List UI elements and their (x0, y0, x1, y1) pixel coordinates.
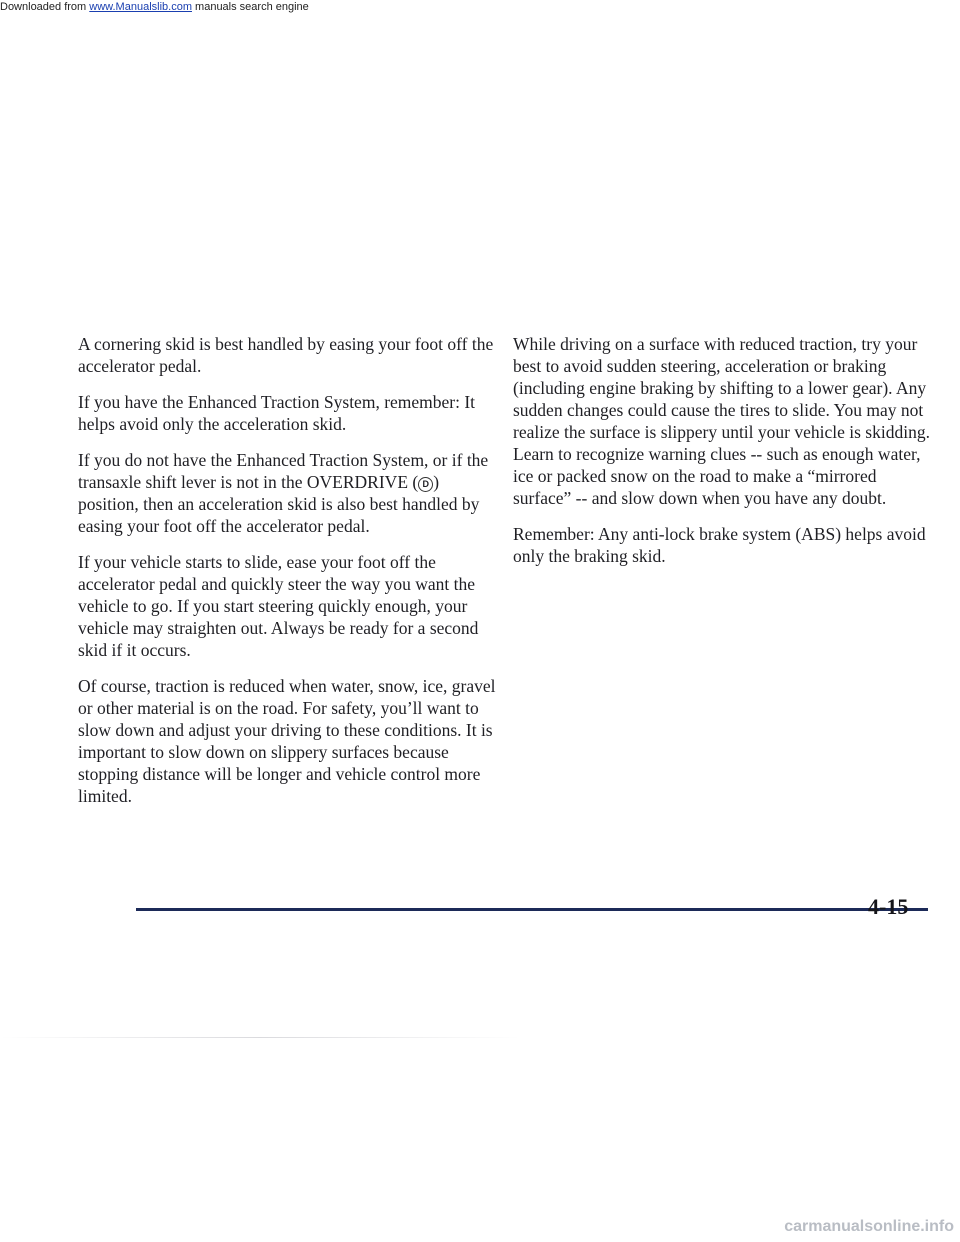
paragraph-vehicle-slide: If your vehicle starts to slide, ease your foot off the accelerator pedal and quickly steer the way you want the vehicle to go. If you start steering quickly enough, your vehicle may straighten out. Always be ready for a second skid if it occurs. (78, 552, 479, 660)
left-column (78, 333, 508, 821)
watermark: carmanualsonline.info (784, 1218, 954, 1235)
download-banner (0, 0, 309, 18)
body-text (78, 333, 938, 806)
scan-shadow-line (0, 1037, 520, 1038)
paragraph-overdrive-before: If you do not have the Enhanced Traction System, or if the transaxle shift lever is not in the OVERDRIVE ( (78, 450, 489, 492)
paragraph-overdrive (78, 449, 503, 537)
manualslib-link[interactable]: www.Manualslib.com (89, 1, 192, 13)
paragraph-abs: Remember: Any anti-lock brake system (ABS) helps avoid only the braking skid. (513, 524, 926, 566)
banner-suffix: manuals search engine (191, 1, 309, 13)
overdrive-circle-d-icon: D (418, 477, 433, 492)
paragraph-reduced-traction: Of course, traction is reduced when water, snow, ice, gravel or other material is on the road. For safety, you’ll want to slow down and adjust your driving to these conditions. It is important to slow down on slippery surfaces because stopping distance will be longer and vehicle control more limited. (78, 676, 496, 806)
paragraph-cornering-skid: A cornering skid is best handled by easing your foot off the accelerator pedal. (78, 334, 494, 376)
right-column (513, 333, 943, 581)
page-number: 4-15 (868, 894, 909, 919)
paragraph-sudden-steering: While driving on a surface with reduced traction, try your best to avoid sudden steering, acceleration or braking (including engine braking by shifting to a lower gear). Any sudden changes could cause the tires to slide. You may not realize the surface is slippery until your vehicle is skidding. Learn to recognize warning clues -- such as enough water, ice or packed snow on the road to make a “mirrored surface” -- and slow down when you have any doubt. (513, 334, 930, 508)
paragraph-overdrive-after: ) position, then an acceleration skid is also best handled by easing your foot off the accelerator pedal. (78, 472, 480, 536)
banner-prefix: Downloaded from (0, 1, 90, 13)
footer-rule (136, 908, 928, 911)
paragraph-enhanced-traction: If you have the Enhanced Traction System, remember: It helps avoid only the acceleration skid. (78, 392, 476, 434)
